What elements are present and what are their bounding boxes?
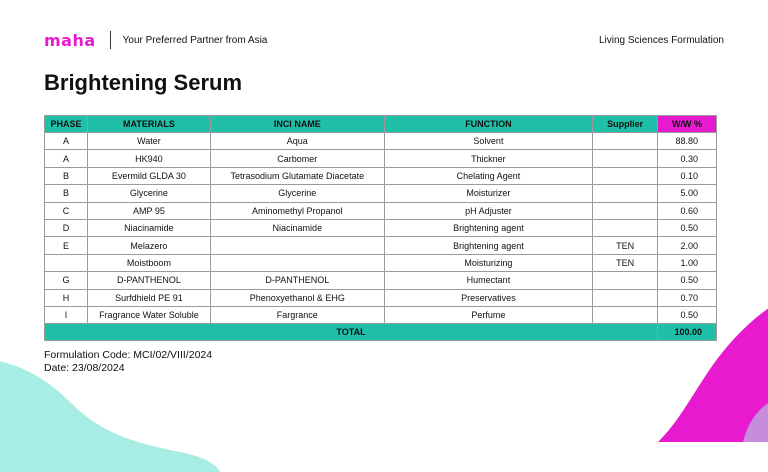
cell-function: Chelating Agent [384,167,592,184]
cell-ww-percent: 88.80 [658,133,717,150]
cell-material: Glycerine [87,185,210,202]
table-row [45,202,717,219]
cell-material: AMP 95 [87,202,210,219]
cell-supplier: TEN [593,237,658,254]
cell-supplier [593,185,658,202]
cell-inci-name: Fargrance [210,306,384,323]
cell-ww-percent: 0.10 [658,167,717,184]
brand-logo: maha [44,30,96,50]
cell-phase: G [45,272,88,289]
column-header-materials: MATERIALS [87,116,210,133]
cell-material: Melazero [87,237,210,254]
cell-phase: B [45,185,88,202]
table-header-row [45,116,717,133]
cell-inci-name: Carbomer [210,150,384,167]
page-title: Brightening Serum [44,70,243,95]
cell-supplier [593,272,658,289]
cell-phase: B [45,167,88,184]
cell-inci-name: Phenoxyethanol & EHG [210,289,384,306]
cell-material: HK940 [87,150,210,167]
cell-inci-name: Aqua [210,133,384,150]
column-header-inci-name: INCI NAME [210,116,384,133]
total-value: 100.00 [658,324,717,341]
total-row [45,324,717,341]
cell-function: Solvent [384,133,592,150]
table-row [45,150,717,167]
formulation-date: Date: 23/08/2024 [44,362,125,374]
cell-phase: I [45,306,88,323]
cell-material: Surfdhield PE 91 [87,289,210,306]
cell-phase: H [45,289,88,306]
cell-function: Moisturizing [384,254,592,271]
cell-inci-name: Tetrasodium Glutamate Diacetate [210,167,384,184]
cell-function: Humectant [384,272,592,289]
table-row [45,133,717,150]
cell-inci-name: Niacinamide [210,219,384,236]
cell-function: Preservatives [384,289,592,306]
cell-inci-name: D-PANTHENOL [210,272,384,289]
cell-function: Moisturizer [384,185,592,202]
cell-ww-percent: 5.00 [658,185,717,202]
header-divider [110,31,111,49]
cell-phase: A [45,133,88,150]
cell-supplier [593,150,658,167]
table-row [45,289,717,306]
cell-material: Water [87,133,210,150]
cell-supplier [593,202,658,219]
column-header-function: FUNCTION [384,116,592,133]
cell-function: Brightening agent [384,237,592,254]
cell-inci-name: Glycerine [210,185,384,202]
table-row [45,306,717,323]
cell-supplier: TEN [593,254,658,271]
cell-function: pH Adjuster [384,202,592,219]
cell-material: D-PANTHENOL [87,272,210,289]
formulation-code: Formulation Code: MCI/02/VIII/2024 [44,349,213,361]
cell-inci-name [210,254,384,271]
cell-ww-percent: 0.50 [658,272,717,289]
cell-ww-percent: 0.70 [658,289,717,306]
total-label: TOTAL [45,324,658,341]
cell-phase: A [45,150,88,167]
table-row [45,254,717,271]
cell-function: Perfume [384,306,592,323]
cell-ww-percent: 1.00 [658,254,717,271]
table-row [45,272,717,289]
formulation-table [44,115,717,341]
cell-supplier [593,219,658,236]
cell-material: Evermild GLDA 30 [87,167,210,184]
tagline: Your Preferred Partner from Asia [122,34,268,46]
cell-phase: D [45,219,88,236]
formulation-meta [44,349,212,375]
column-header-phase: PHASE [45,116,88,133]
section-title: Living Sciences Formulation [598,34,724,46]
table-row [45,219,717,236]
cell-ww-percent: 0.60 [658,202,717,219]
cell-ww-percent: 2.00 [658,237,717,254]
column-header-supplier: Supplier [593,116,658,133]
column-header-ww-percent: W/W % [658,116,717,133]
cell-phase: E [45,237,88,254]
cell-ww-percent: 0.30 [658,150,717,167]
cell-phase: C [45,202,88,219]
cell-supplier [593,133,658,150]
cell-material: Niacinamide [87,219,210,236]
cell-ww-percent: 0.50 [658,219,717,236]
cell-material: Fragrance Water Soluble [87,306,210,323]
cell-phase [45,254,88,271]
cell-function: Thickner [384,150,592,167]
cell-inci-name [210,237,384,254]
header-bar [44,30,724,50]
cell-supplier [593,289,658,306]
cell-supplier [593,167,658,184]
cell-function: Brightening agent [384,219,592,236]
cell-material: Moistboom [87,254,210,271]
table-row [45,185,717,202]
table-row [45,167,717,184]
table-row [45,237,717,254]
cell-inci-name: Aminomethyl Propanol [210,202,384,219]
cell-ww-percent: 0.50 [658,306,717,323]
cell-supplier [593,306,658,323]
